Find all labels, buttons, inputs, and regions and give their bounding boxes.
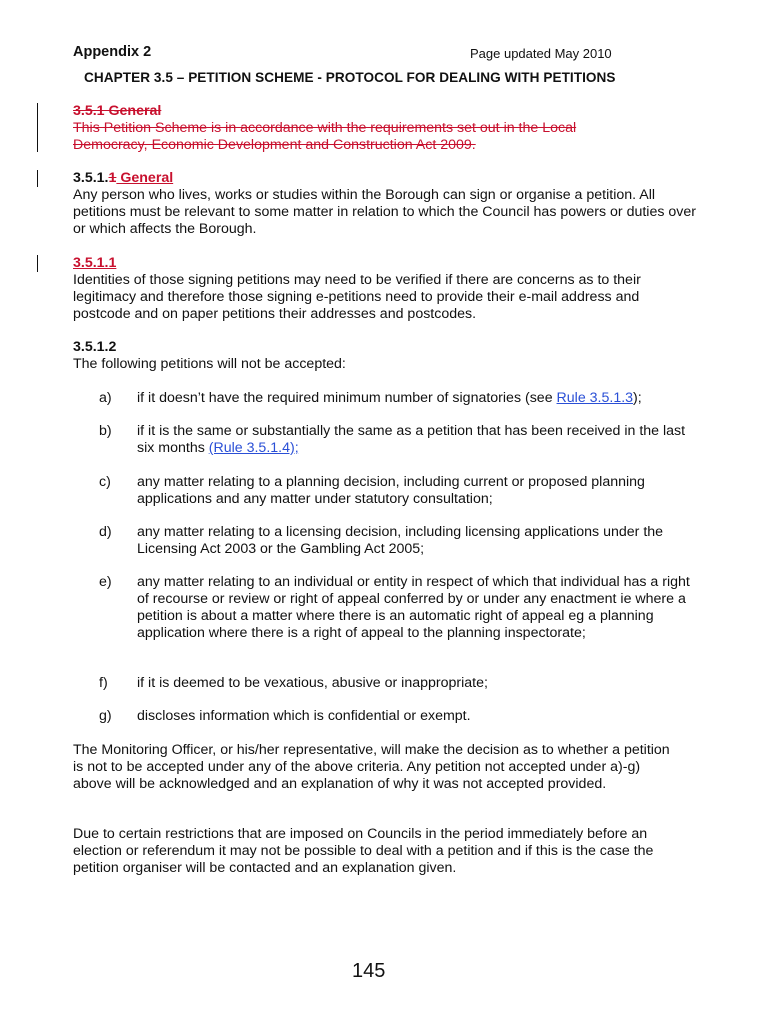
list-item: any matter relating to a licensing decision, including licensing applications under the Licensing Act 2003 or the Gambling Act 2005; <box>137 524 664 557</box>
list-letter: a) <box>99 390 112 406</box>
inserted-section-heading: 3.5.1.1 <box>73 255 117 271</box>
revision-change-bar <box>37 170 38 187</box>
revision-change-bar <box>37 255 38 272</box>
list-letter: d) <box>99 524 112 540</box>
list-item: if it is the same or substantially the same as a petition that has been received in the last six months (Rule 3.5.1.4); <box>137 423 686 456</box>
list-letter: b) <box>99 423 112 439</box>
page-number: 145 <box>352 960 386 982</box>
deleted-digit: 1 <box>108 170 117 186</box>
list-letter: g) <box>99 708 112 724</box>
list-item: any matter relating to an individual or entity in respect of which that individual has a right of recourse or review or right of appeal conferred by or under any enactment ie where a petition is about a matter where there is an automatic right of appeal eg a planning application where there is a right of appeal to the planning inspectorate; <box>137 574 690 641</box>
list-item: discloses information which is confidential or exempt. <box>137 708 471 724</box>
rule-3514-link[interactable]: (Rule 3.5.1.4); <box>208 440 299 456</box>
list-letter: c) <box>99 474 111 490</box>
deleted-section-text: This Petition Scheme is in accordance with the requirements set out in the Local Democracy, Economic Development and Construction Act 2009. <box>73 120 577 153</box>
rule-3513-link[interactable]: Rule 3.5.1.3 <box>556 390 634 406</box>
chapter-title: CHAPTER 3.5 – PETITION SCHEME - PROTOCOL FOR DEALING WITH PETITIONS <box>84 70 616 85</box>
section-number: 3.5.1. <box>73 170 109 186</box>
list-item: if it doesn’t have the required minimum number of signatories (see Rule 3.5.1.3); <box>137 390 642 406</box>
monitoring-officer-paragraph: The Monitoring Officer, or his/her representative, will make the decision as to whether a petition is not to be accepted under any of the above criteria. Any petition not accepted under a)-g) above will be acknowledged and an explanation of why it was not accepted provided. <box>73 742 670 792</box>
section-3511-heading <box>73 170 713 187</box>
restrictions-paragraph: Due to certain restrictions that are imposed on Councils in the period immediately before an election or referendum it may not be possible to deal with a petition and if this is the case the petition organiser will be contacted and an explanation given. <box>73 826 654 876</box>
section-3512-intro: The following petitions will not be accepted: <box>73 356 346 372</box>
list-letter: f) <box>99 675 108 691</box>
inserted-heading: General <box>116 170 174 186</box>
page-updated-label: Page updated May 2010 <box>470 46 612 61</box>
appendix-label: Appendix 2 <box>73 44 152 60</box>
deleted-section-heading: 3.5.1 General <box>73 103 162 119</box>
list-item: any matter relating to a planning decision, including current or proposed planning applications and any matter under statutory consultation; <box>137 474 645 507</box>
revision-change-bar <box>37 103 38 152</box>
section-3512-heading: 3.5.1.2 <box>73 339 117 355</box>
section-3511-text: Any person who lives, works or studies within the Borough can sign or organise a petition. All petitions must be relevant to some matter in relation to which the Council has powers or duties over or which affects the Borough. <box>73 187 696 237</box>
list-letter: e) <box>99 574 112 590</box>
list-item: if it is deemed to be vexatious, abusive or inappropriate; <box>137 675 488 691</box>
inserted-section-text: Identities of those signing petitions may need to be verified if there are concerns as to their legitimacy and therefore those signing e-petitions need to provide their e-mail address and postcode and on paper petitions their addresses and postcodes. <box>73 272 641 322</box>
